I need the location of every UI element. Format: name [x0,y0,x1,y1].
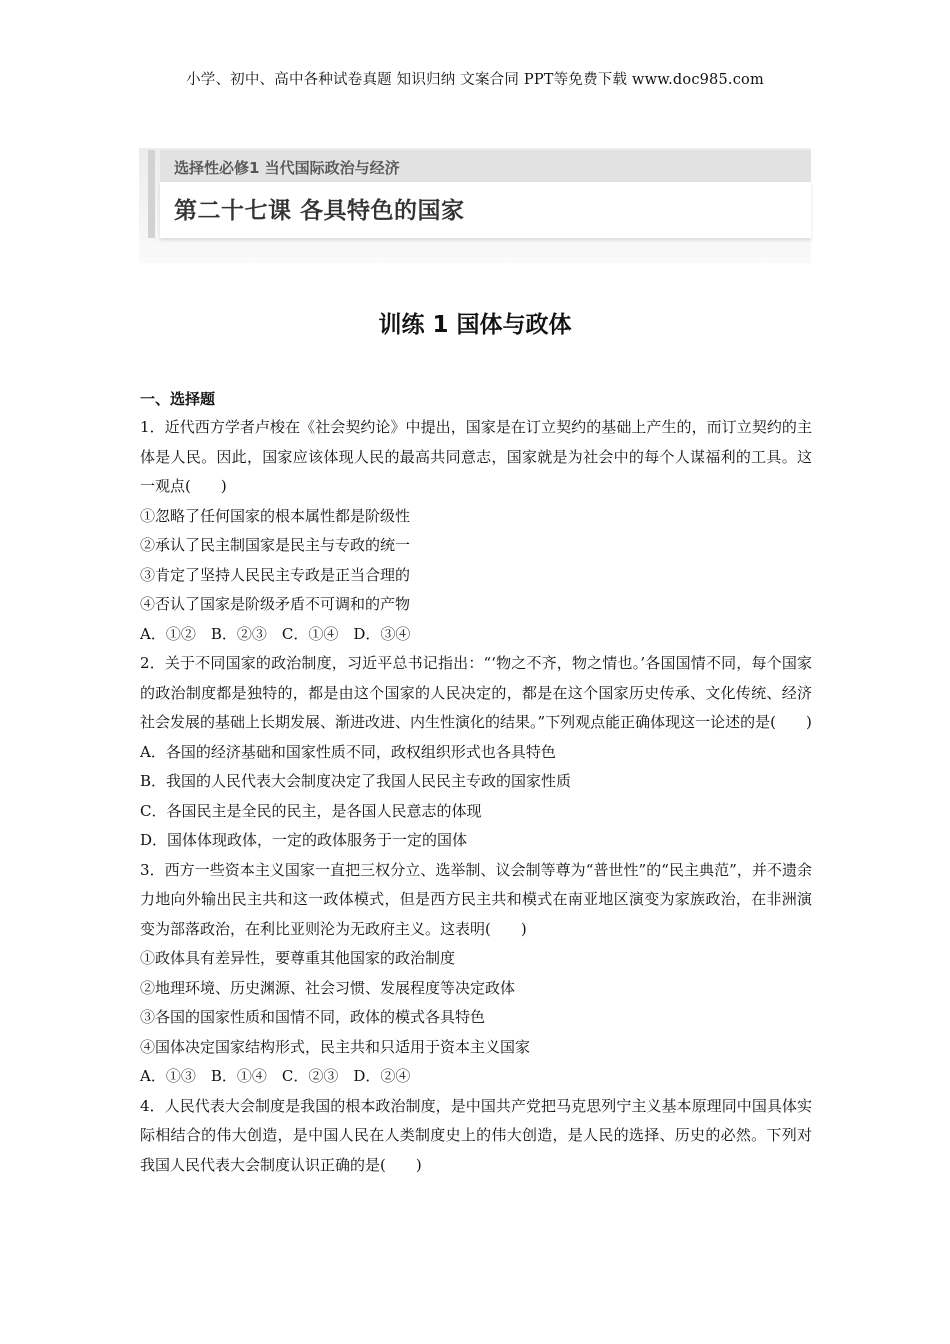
option-item: ①忽略了任何国家的根本属性都是阶级性 [140,506,411,525]
site-header: 小学、初中、高中各种试卷真题 知识归纳 文案合同 PPT等免费下载 www.doc985.com [186,72,764,88]
option-item: ③各国的国家性质和国情不同，政体的模式各具特色 [140,1008,486,1026]
question-2 [140,649,812,856]
section-heading: 一、选择题 [140,390,216,408]
option-item: B．我国的人民代表大会制度决定了我国人民民主专政的国家性质 [140,772,572,790]
option-item: ②承认了民主制国家是民主与专政的统一 [140,536,411,554]
question-stem: 4．人民代表大会制度是我国的根本政治制度，是中国共产党把马克思列宁主义基本原理同中国具体实际相结合的伟大创造，是中国人民在人类制度史上的伟大创造，是人民的选择、历史的必然。下列对我国人民代表大会制度认识正确的是( ) [140,1096,812,1174]
option-item: ①政体具有差异性，要尊重其他国家的政治制度 [140,949,456,967]
question-1 [140,413,812,649]
answer-choices: A．①③ B．①④ C．②③ D．②④ [140,1067,411,1085]
option-item: A．各国的经济基础和国家性质不同，政权组织形式也各具特色 [140,742,556,761]
option-item: D．国体体现政体，一定的政体服务于一定的国体 [140,831,468,849]
option-item: ②地理环境、历史渊源、社会习惯、发展程度等决定政体 [140,978,516,997]
option-item: ③肯定了坚持人民民主专政是正当合理的 [140,565,411,584]
option-item: C．各国民主是全民的民主，是各国人民意志的体现 [140,801,482,820]
question-3 [140,856,812,1092]
training-title: 训练 1 国体与政体 [378,312,572,338]
answer-choices: A．①② B．②③ C．①④ D．③④ [140,624,411,643]
lesson-title: 第二十七课 各具特色的国家 [174,198,465,224]
question-stem: 3．西方一些资本主义国家一直把三权分立、选举制、议会制等尊为“普世性”的“民主典范”，并不遗余力地向外输出民主共和这一政体模式，但是西方民主共和模式在南亚地区演变为家族政治，在非洲演变为部落政治，在利比亚则沦为无政府主义。这表明( ) [140,860,812,938]
question-stem: 2．关于不同国家的政治制度，习近平总书记指出：“‘物之不齐，物之情也。’各国国情不同，每个国家的政治制度都是独特的，都是由这个国家的人民决定的，都是在这个国家历史传承、文化传统、经济社会发展的基础上长期发展、渐进改进、内生性演化的结果。”下列观点能正确体现这一论述的是( ) [140,654,812,731]
question-section [140,386,812,1180]
question-stem: 1．近代西方学者卢梭在《社会契约论》中提出，国家是在订立契约的基础上产生的，而订立契约的主体是人民。因此，国家应该体现人民的最高共同意志，国家就是为社会中的每个人谋福利的工具。这一观点( ) [140,418,812,495]
option-item: ④否认了国家是阶级矛盾不可调和的产物 [140,595,411,613]
option-item: ④国体决定国家结构形式，民主共和只适用于资本主义国家 [140,1037,531,1056]
banner-subtitle: 选择性必修1 当代国际政治与经济 [174,159,400,177]
question-4 [140,1092,812,1181]
banner-accent-bar [148,150,155,238]
